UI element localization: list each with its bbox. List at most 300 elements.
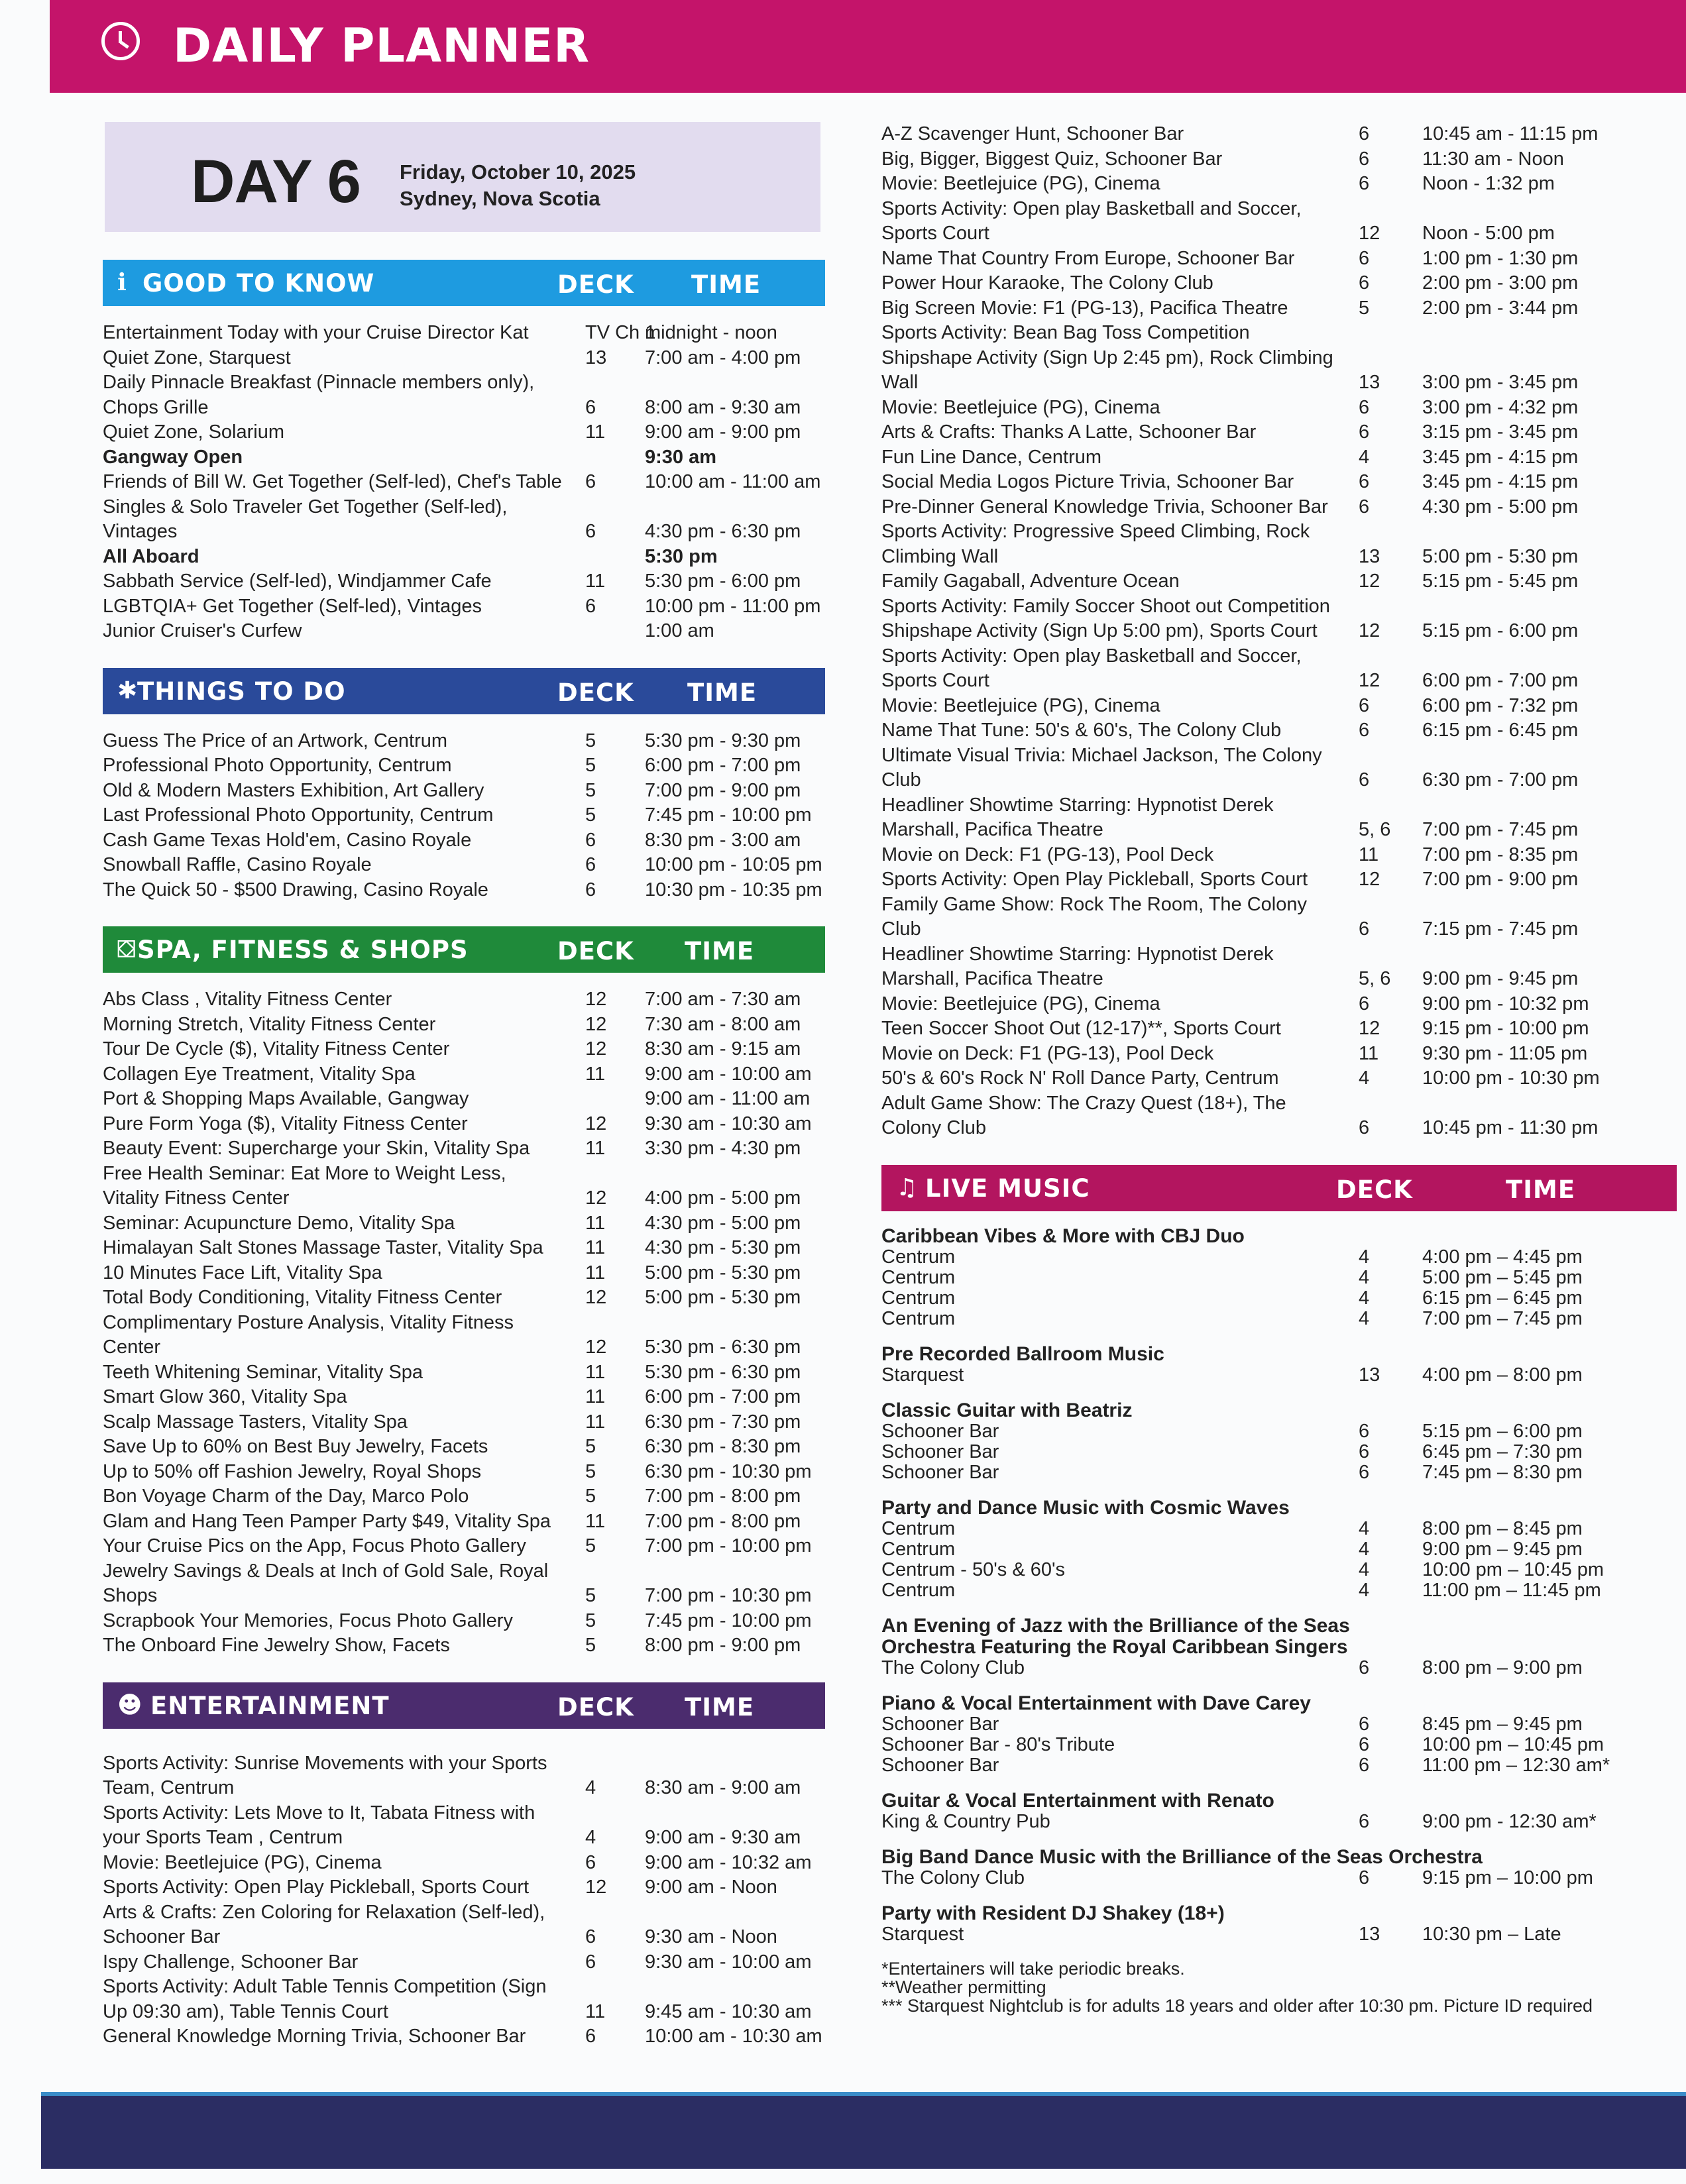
event-time: 8:30 pm - 3:00 am [645, 829, 801, 851]
music-row [881, 1519, 1677, 1539]
event-time: 7:00 pm - 9:00 pm [1422, 869, 1579, 890]
event-name: Save Up to 60% on Best Buy Jewelry, Facets [103, 1436, 488, 1457]
schedule-row [103, 1236, 825, 1261]
event-name: 50's & 60's Rock N' Roll Dance Party, Centrum [881, 1067, 1279, 1089]
event-deck: 11 [585, 571, 606, 592]
event-deck: 5 [585, 730, 596, 751]
spa-list [103, 987, 825, 1659]
schedule-row [103, 1211, 825, 1236]
music-venue: Centrum [881, 1538, 956, 1560]
event-name: Ispy Challenge, Schooner Bar [103, 1951, 359, 1973]
music-group [881, 1790, 1677, 1832]
schedule-row [881, 296, 1677, 321]
event-name: Sports Activity: Progressive Speed Climbing, Rock Climbing Wall [881, 521, 1310, 567]
schedule-row [103, 1285, 825, 1311]
event-deck: 5 [585, 1535, 596, 1556]
event-time: 4:30 pm - 5:00 pm [1422, 496, 1579, 518]
event-name: Guess The Price of an Artwork, Centrum [103, 730, 448, 751]
schedule-row [881, 470, 1677, 495]
event-deck: 12 [1359, 869, 1380, 890]
event-deck: 6 [585, 2026, 596, 2047]
schedule-row [103, 1851, 825, 1876]
schedule-row [103, 1460, 825, 1485]
schedule-row [103, 779, 825, 804]
schedule-row [881, 420, 1677, 445]
spa-header [103, 926, 825, 973]
schedule-row [103, 420, 825, 445]
day-box [105, 122, 820, 232]
event-deck: 5 [585, 804, 596, 826]
event-time: 2:00 pm - 3:44 pm [1422, 297, 1579, 319]
event-time: Noon - 5:00 pm [1422, 223, 1555, 244]
schedule-row [103, 1509, 825, 1535]
event-deck: 11 [585, 1411, 606, 1433]
event-name: Singles & Solo Traveler Get Together (Self-led), Vintages [103, 496, 508, 542]
schedule-row [103, 803, 825, 828]
event-name: Power Hour Karaoke, The Colony Club [881, 272, 1213, 294]
day-date: Friday, October 10, 2025 [400, 160, 636, 184]
event-name: Movie: Beetlejuice (PG), Cinema [881, 694, 1160, 716]
schedule-row [881, 147, 1677, 172]
deck-column-header: DECK [1336, 1175, 1413, 1204]
music-venue: Centrum [881, 1307, 956, 1329]
event-deck: 11 [585, 1386, 606, 1407]
section-title: ENTERTAINMENT [150, 1691, 390, 1720]
event-deck: 11 [1359, 1042, 1379, 1064]
event-name: Sports Activity: Open Play Pickleball, Sports Court [881, 869, 1308, 890]
schedule-row [103, 1975, 825, 2024]
music-row [881, 1442, 1677, 1462]
schedule-row [103, 445, 825, 470]
time-column-header: TIME [691, 270, 761, 299]
music-deck: 4 [1359, 1538, 1370, 1560]
event-time: 6:30 pm - 7:30 pm [645, 1411, 801, 1433]
event-name: A-Z Scavenger Hunt, Schooner Bar [881, 123, 1184, 144]
event-time: 10:00 pm - 10:30 pm [1422, 1067, 1600, 1089]
event-name: Arts & Crafts: Zen Coloring for Relaxation (Self-led), Schooner Bar [103, 1901, 545, 1947]
event-time: 4:30 pm - 5:30 pm [645, 1237, 801, 1258]
event-deck: 6 [585, 471, 596, 492]
event-deck: 6 [585, 1951, 596, 1973]
music-venue: Starquest [881, 1364, 964, 1386]
event-time: 9:30 pm - 11:05 pm [1422, 1042, 1588, 1064]
schedule-row [881, 793, 1677, 843]
event-time: 3:30 pm - 4:30 pm [645, 1138, 801, 1159]
music-venue: Schooner Bar - 80's Tribute [881, 1733, 1115, 1755]
music-venue: Centrum [881, 1517, 956, 1539]
music-venue: Schooner Bar [881, 1420, 999, 1442]
music-group-title: Piano & Vocal Entertainment with Dave Carey [881, 1692, 1311, 1714]
event-name: Family Gagaball, Adventure Ocean [881, 571, 1180, 592]
schedule-row [103, 1311, 825, 1360]
schedule-row [881, 246, 1677, 272]
event-deck: 13 [585, 347, 607, 368]
event-name: Ultimate Visual Trivia: Michael Jackson, The Colony Club [881, 744, 1322, 791]
music-group [881, 1903, 1677, 1945]
schedule-row [103, 1950, 825, 1975]
event-time: midnight - noon [645, 322, 777, 343]
music-venue: The Colony Club [881, 1657, 1025, 1678]
event-name: Complimentary Posture Analysis, Vitality Fitness Center [103, 1311, 514, 1358]
event-time: 6:30 pm - 7:00 pm [1422, 769, 1579, 791]
event-time: 9:00 am - 11:00 am [645, 1088, 811, 1109]
event-time: 9:15 pm - 10:00 pm [1422, 1018, 1589, 1039]
event-name: Pre-Dinner General Knowledge Trivia, Schooner Bar [881, 496, 1328, 518]
event-name: Adult Game Show: The Crazy Quest (18+), The Colony Club [881, 1092, 1286, 1138]
event-time: 7:00 am - 4:00 pm [645, 347, 801, 368]
music-row [881, 1268, 1677, 1288]
event-time: 10:00 am - 11:00 am [645, 471, 821, 492]
music-note-icon: ♫ [896, 1174, 918, 1201]
event-time: 6:00 pm - 7:00 pm [645, 1386, 801, 1407]
schedule-row [103, 1162, 825, 1211]
event-time: 9:30 am - 10:30 am [645, 1113, 812, 1134]
deck-column-header: DECK [557, 1692, 634, 1721]
schedule-row [103, 1534, 825, 1559]
section-spa [103, 926, 825, 1659]
event-time: 10:00 pm - 10:05 pm [645, 854, 822, 875]
schedule-row [881, 644, 1677, 694]
entertainment-list [103, 1751, 825, 2049]
schedule-row [103, 569, 825, 594]
music-group-title: Caribbean Vibes & More with CBJ Duo [881, 1225, 1245, 1247]
event-deck: 6 [1359, 272, 1370, 294]
event-deck: 13 [1359, 545, 1380, 567]
event-time: 7:00 pm - 10:30 pm [645, 1585, 812, 1606]
event-time: 10:30 pm - 10:35 pm [645, 879, 822, 901]
schedule-row [103, 346, 825, 371]
schedule-row [881, 694, 1677, 719]
music-deck: 4 [1359, 1558, 1370, 1580]
event-time: 9:00 am - Noon [645, 1877, 777, 1898]
event-time: 7:45 pm - 10:00 pm [645, 804, 812, 826]
music-venue: Centrum [881, 1246, 956, 1268]
header-bar [50, 0, 1686, 93]
event-name: Sports Activity: Adult Table Tennis Competition (Sign Up 09:30 am), Table Tennis Court [103, 1976, 547, 2022]
schedule-row [881, 893, 1677, 942]
event-name: Total Body Conditioning, Vitality Fitness Center [103, 1287, 502, 1308]
event-time: 7:00 pm - 8:00 pm [645, 1486, 801, 1507]
event-deck: 11 [585, 1063, 606, 1085]
event-name: Up to 50% off Fashion Jewelry, Royal Shops [103, 1460, 482, 1482]
event-name: Cash Game Texas Hold'em, Casino Royale [103, 829, 472, 851]
event-deck: 6 [1359, 694, 1370, 716]
event-deck: 6 [585, 1851, 596, 1873]
schedule-row [103, 987, 825, 1012]
music-deck: 6 [1359, 1754, 1370, 1776]
event-name: Name That Tune: 50's & 60's, The Colony Club [881, 720, 1282, 741]
footnote: *Entertainers will take periodic breaks. [881, 1958, 1185, 1979]
music-row [881, 1247, 1677, 1268]
event-time: 5:30 pm - 6:30 pm [645, 1361, 801, 1383]
event-time: 5:00 pm - 5:30 pm [1422, 545, 1579, 567]
event-time: 1:00 pm - 1:30 pm [1422, 247, 1579, 269]
entertainment-header [103, 1682, 825, 1729]
event-time: 6:00 pm - 7:00 pm [1422, 670, 1579, 691]
event-time: 3:00 pm - 4:32 pm [1422, 396, 1579, 418]
event-deck: 12 [585, 989, 607, 1010]
event-deck: 6 [1359, 918, 1370, 940]
event-name: Arts & Crafts: Thanks A Latte, Schooner Bar [881, 421, 1257, 443]
event-time: 5:00 pm - 5:30 pm [645, 1262, 801, 1283]
music-deck: 6 [1359, 1461, 1370, 1483]
music-group-title: Classic Guitar with Beatriz [881, 1399, 1133, 1421]
schedule-row [103, 1559, 825, 1609]
event-name: Social Media Logos Picture Trivia, Schooner Bar [881, 471, 1294, 492]
schedule-row [881, 942, 1677, 992]
music-venue: Schooner Bar [881, 1461, 999, 1483]
event-name: All Aboard [103, 545, 199, 567]
event-deck: 5 [585, 1436, 596, 1457]
event-deck: 4 [585, 1827, 596, 1848]
music-time: 11:00 pm – 12:30 am* [1422, 1754, 1610, 1776]
time-column-header: TIME [1506, 1175, 1576, 1204]
music-deck: 6 [1359, 1420, 1370, 1442]
event-time: 7:00 am - 7:30 am [645, 989, 801, 1010]
section-things-to-do [103, 668, 825, 903]
event-name: Sabbath Service (Self-led), Windjammer Cafe [103, 571, 492, 592]
event-deck: 11 [585, 1237, 606, 1258]
event-name: Sports Activity: Lets Move to It, Tabata Fitness with your Sports Team , Centrum [103, 1802, 535, 1848]
event-deck: 5 [585, 1610, 596, 1631]
event-name: Movie on Deck: F1 (PG-13), Pool Deck [881, 844, 1214, 865]
music-deck: 6 [1359, 1441, 1370, 1462]
event-name: Professional Photo Opportunity, Centrum [103, 755, 452, 776]
music-row [881, 1755, 1677, 1776]
schedule-row [103, 1385, 825, 1410]
event-name: Beauty Event: Supercharge your Skin, Vitality Spa [103, 1138, 530, 1159]
music-group-title: Big Band Dance Music with the Brilliance of the Seas Orchestra [881, 1845, 1483, 1868]
music-time: 8:00 pm – 8:45 pm [1422, 1517, 1583, 1539]
schedule-row [103, 2024, 825, 2049]
good-to-know-header [103, 260, 825, 306]
music-time: 4:00 pm – 4:45 pm [1422, 1246, 1583, 1268]
event-deck: 4 [1359, 1067, 1370, 1089]
event-name: Sports Activity: Bean Bag Toss Competition Shipshape Activity (Sign Up 2:45 pm), Rock Climbing Wall [881, 322, 1333, 393]
event-deck: 4 [1359, 446, 1370, 468]
event-name: Glam and Hang Teen Pamper Party $49, Vitality Spa [103, 1510, 551, 1532]
event-deck: 6 [585, 1926, 596, 1947]
schedule-row [881, 122, 1677, 147]
event-name: Big Screen Movie: F1 (PG-13), Pacifica Theatre [881, 297, 1288, 319]
event-deck: 13 [1359, 372, 1380, 393]
event-name: The Onboard Fine Jewelry Show, Facets [103, 1635, 450, 1656]
event-time: 6:30 pm - 8:30 pm [645, 1436, 801, 1457]
event-name: Teen Soccer Shoot Out (12-17)**, Sports Court [881, 1018, 1281, 1039]
music-row [881, 1924, 1677, 1945]
event-name: Jewelry Savings & Deals at Inch of Gold Sale, Royal Shops [103, 1560, 549, 1606]
music-row [881, 1365, 1677, 1386]
schedule-row [881, 1016, 1677, 1042]
event-time: 6:15 pm - 6:45 pm [1422, 720, 1579, 741]
music-row [881, 1539, 1677, 1560]
event-time: 9:00 am - 10:32 am [645, 1851, 812, 1873]
right-column [881, 122, 1677, 2015]
music-time: 6:45 pm – 7:30 pm [1422, 1441, 1583, 1462]
event-deck: 6 [1359, 769, 1370, 791]
event-name: Collagen Eye Treatment, Vitality Spa [103, 1063, 416, 1085]
music-group-title: An Evening of Jazz with the Brilliance of the Seas Orchestra Featuring the Royal Caribbean Singers [881, 1614, 1350, 1658]
schedule-row [103, 1900, 825, 1950]
event-name: Tour De Cycle ($), Vitality Fitness Center [103, 1038, 450, 1060]
deck-column-header: DECK [557, 270, 634, 299]
music-row [881, 1309, 1677, 1329]
event-name: Snowball Raffle, Casino Royale [103, 854, 372, 875]
event-time: 3:45 pm - 4:15 pm [1422, 446, 1579, 468]
schedule-row [881, 743, 1677, 793]
music-deck: 4 [1359, 1287, 1370, 1309]
event-deck: 11 [585, 1138, 606, 1159]
music-time: 9:15 pm – 10:00 pm [1422, 1867, 1593, 1888]
event-name: 10 Minutes Face Lift, Vitality Spa [103, 1262, 382, 1283]
schedule-row [103, 321, 825, 346]
event-time: 8:30 am - 9:00 am [645, 1777, 801, 1798]
music-deck: 4 [1359, 1246, 1370, 1268]
music-row [881, 1658, 1677, 1678]
schedule-row [103, 878, 825, 903]
event-time: 5:30 pm [645, 545, 718, 567]
event-name: Old & Modern Masters Exhibition, Art Gallery [103, 779, 484, 801]
event-time: 3:45 pm - 4:15 pm [1422, 471, 1579, 492]
schedule-row [103, 753, 825, 779]
event-time: 9:00 am - 9:30 am [645, 1827, 801, 1848]
event-deck: 5 [585, 779, 596, 801]
event-name: Daily Pinnacle Breakfast (Pinnacle members only), Chops Grille [103, 372, 535, 418]
event-time: 9:00 am - 10:00 am [645, 1063, 812, 1085]
event-time: 5:30 pm - 9:30 pm [645, 730, 801, 751]
event-deck: 5 [1359, 297, 1370, 319]
event-time: 7:15 pm - 7:45 pm [1422, 918, 1579, 940]
section-live-music [881, 1165, 1677, 2015]
music-row [881, 1560, 1677, 1580]
event-deck: 6 [585, 879, 596, 901]
schedule-row [103, 1751, 825, 1801]
music-row [881, 1868, 1677, 1888]
schedule-row [881, 867, 1677, 893]
music-deck: 6 [1359, 1810, 1370, 1832]
event-time: 7:00 pm - 9:00 pm [645, 779, 801, 801]
things-to-do-list [103, 729, 825, 903]
schedule-row [103, 1062, 825, 1087]
time-column-header: TIME [687, 678, 758, 707]
schedule-row [103, 828, 825, 853]
event-time: 9:00 am - 9:00 pm [645, 421, 801, 443]
event-time: 7:45 pm - 10:00 pm [645, 1610, 812, 1631]
event-deck: 12 [585, 1187, 607, 1209]
music-time: 7:45 pm – 8:30 pm [1422, 1461, 1583, 1483]
schedule-row [881, 495, 1677, 520]
section-title: THINGS TO DO [137, 677, 346, 706]
music-row [881, 1714, 1677, 1735]
schedule-row [103, 545, 825, 570]
schedule-row [103, 1435, 825, 1460]
deck-column-header: DECK [557, 678, 634, 707]
schedule-row [881, 271, 1677, 296]
event-name: Movie: Beetlejuice (PG), Cinema [881, 396, 1160, 418]
section-title: GOOD TO KNOW [142, 269, 375, 298]
event-deck: 12 [585, 1287, 607, 1308]
schedule-row [881, 843, 1677, 868]
music-time: 8:00 pm – 9:00 pm [1422, 1657, 1583, 1678]
footnotes [881, 1959, 1677, 2015]
event-name: Port & Shopping Maps Available, Gangway [103, 1088, 469, 1109]
event-name: Scalp Massage Tasters, Vitality Spa [103, 1411, 408, 1433]
event-deck: 6 [585, 396, 596, 418]
music-deck: 6 [1359, 1713, 1370, 1735]
schedule-row [881, 718, 1677, 743]
event-name: Abs Class , Vitality Fitness Center [103, 989, 392, 1010]
schedule-row [103, 729, 825, 754]
schedule-row [103, 853, 825, 878]
day-label: DAY 6 [191, 148, 361, 215]
event-deck: 12 [1359, 571, 1380, 592]
event-time: 7:00 pm - 10:00 pm [645, 1535, 812, 1556]
schedule-row [103, 1410, 825, 1435]
music-venue: Schooner Bar [881, 1754, 999, 1776]
music-deck: 6 [1359, 1733, 1370, 1755]
event-name: Family Game Show: Rock The Room, The Colony Club [881, 893, 1308, 940]
event-time: 6:30 pm - 10:30 pm [645, 1460, 812, 1482]
music-group-title: Guitar & Vocal Entertainment with Renato [881, 1789, 1274, 1812]
event-deck: 11 [585, 1510, 606, 1532]
schedule-row [103, 370, 825, 420]
music-venue: The Colony Club [881, 1867, 1025, 1888]
music-time: 4:00 pm – 8:00 pm [1422, 1364, 1583, 1386]
event-time: 6:00 pm - 7:00 pm [645, 755, 801, 776]
event-time: 5:15 pm - 6:00 pm [1422, 620, 1579, 641]
event-deck: 11 [585, 1262, 606, 1283]
event-deck: 4 [585, 1777, 596, 1798]
event-time: 2:00 pm - 3:00 pm [1422, 272, 1579, 294]
event-name: Your Cruise Pics on the App, Focus Photo Gallery [103, 1535, 526, 1556]
music-row [881, 1812, 1677, 1832]
event-deck: 6 [585, 854, 596, 875]
music-time: 5:00 pm – 5:45 pm [1422, 1266, 1583, 1288]
schedule-row [103, 1087, 825, 1112]
event-name: Free Health Seminar: Eat More to Weight Less, Vitality Fitness Center [103, 1162, 506, 1209]
event-name: General Knowledge Morning Trivia, Schooner Bar [103, 2026, 526, 2047]
event-name: The Quick 50 - $500 Drawing, Casino Royale [103, 879, 488, 901]
music-venue: Starquest [881, 1923, 964, 1945]
time-column-header: TIME [685, 937, 755, 965]
music-venue: Centrum [881, 1266, 956, 1288]
music-time: 5:15 pm – 6:00 pm [1422, 1420, 1583, 1442]
event-name: Sports Activity: Open play Basketball and Soccer, Sports Court [881, 197, 1302, 244]
event-name: Movie: Beetlejuice (PG), Cinema [881, 993, 1160, 1014]
event-time: 3:00 pm - 3:45 pm [1422, 372, 1579, 393]
schedule-row [881, 594, 1677, 644]
event-time: 8:00 pm - 9:00 pm [645, 1635, 801, 1656]
schedule-row [103, 1112, 825, 1137]
event-name: Quiet Zone, Starquest [103, 347, 291, 368]
music-venue: Schooner Bar [881, 1713, 999, 1735]
event-time: 10:45 am - 11:15 pm [1422, 123, 1599, 144]
music-venue: Centrum - 50's & 60's [881, 1558, 1066, 1580]
event-deck: 5, 6 [1359, 968, 1391, 989]
event-name: LGBTQIA+ Get Together (Self-led), Vintages [103, 595, 482, 617]
event-name: Himalayan Salt Stones Massage Taster, Vitality Spa [103, 1237, 543, 1258]
schedule-row [103, 495, 825, 545]
event-name: Movie on Deck: F1 (PG-13), Pool Deck [881, 1042, 1214, 1064]
music-time: 8:45 pm – 9:45 pm [1422, 1713, 1583, 1735]
music-group [881, 1693, 1677, 1776]
music-venue: Schooner Bar [881, 1441, 999, 1462]
music-deck: 4 [1359, 1307, 1370, 1329]
event-deck: 12 [1359, 620, 1380, 641]
event-name: Gangway Open [103, 446, 243, 468]
event-time: 4:30 pm - 5:00 pm [645, 1212, 801, 1234]
event-deck: 6 [1359, 173, 1370, 194]
